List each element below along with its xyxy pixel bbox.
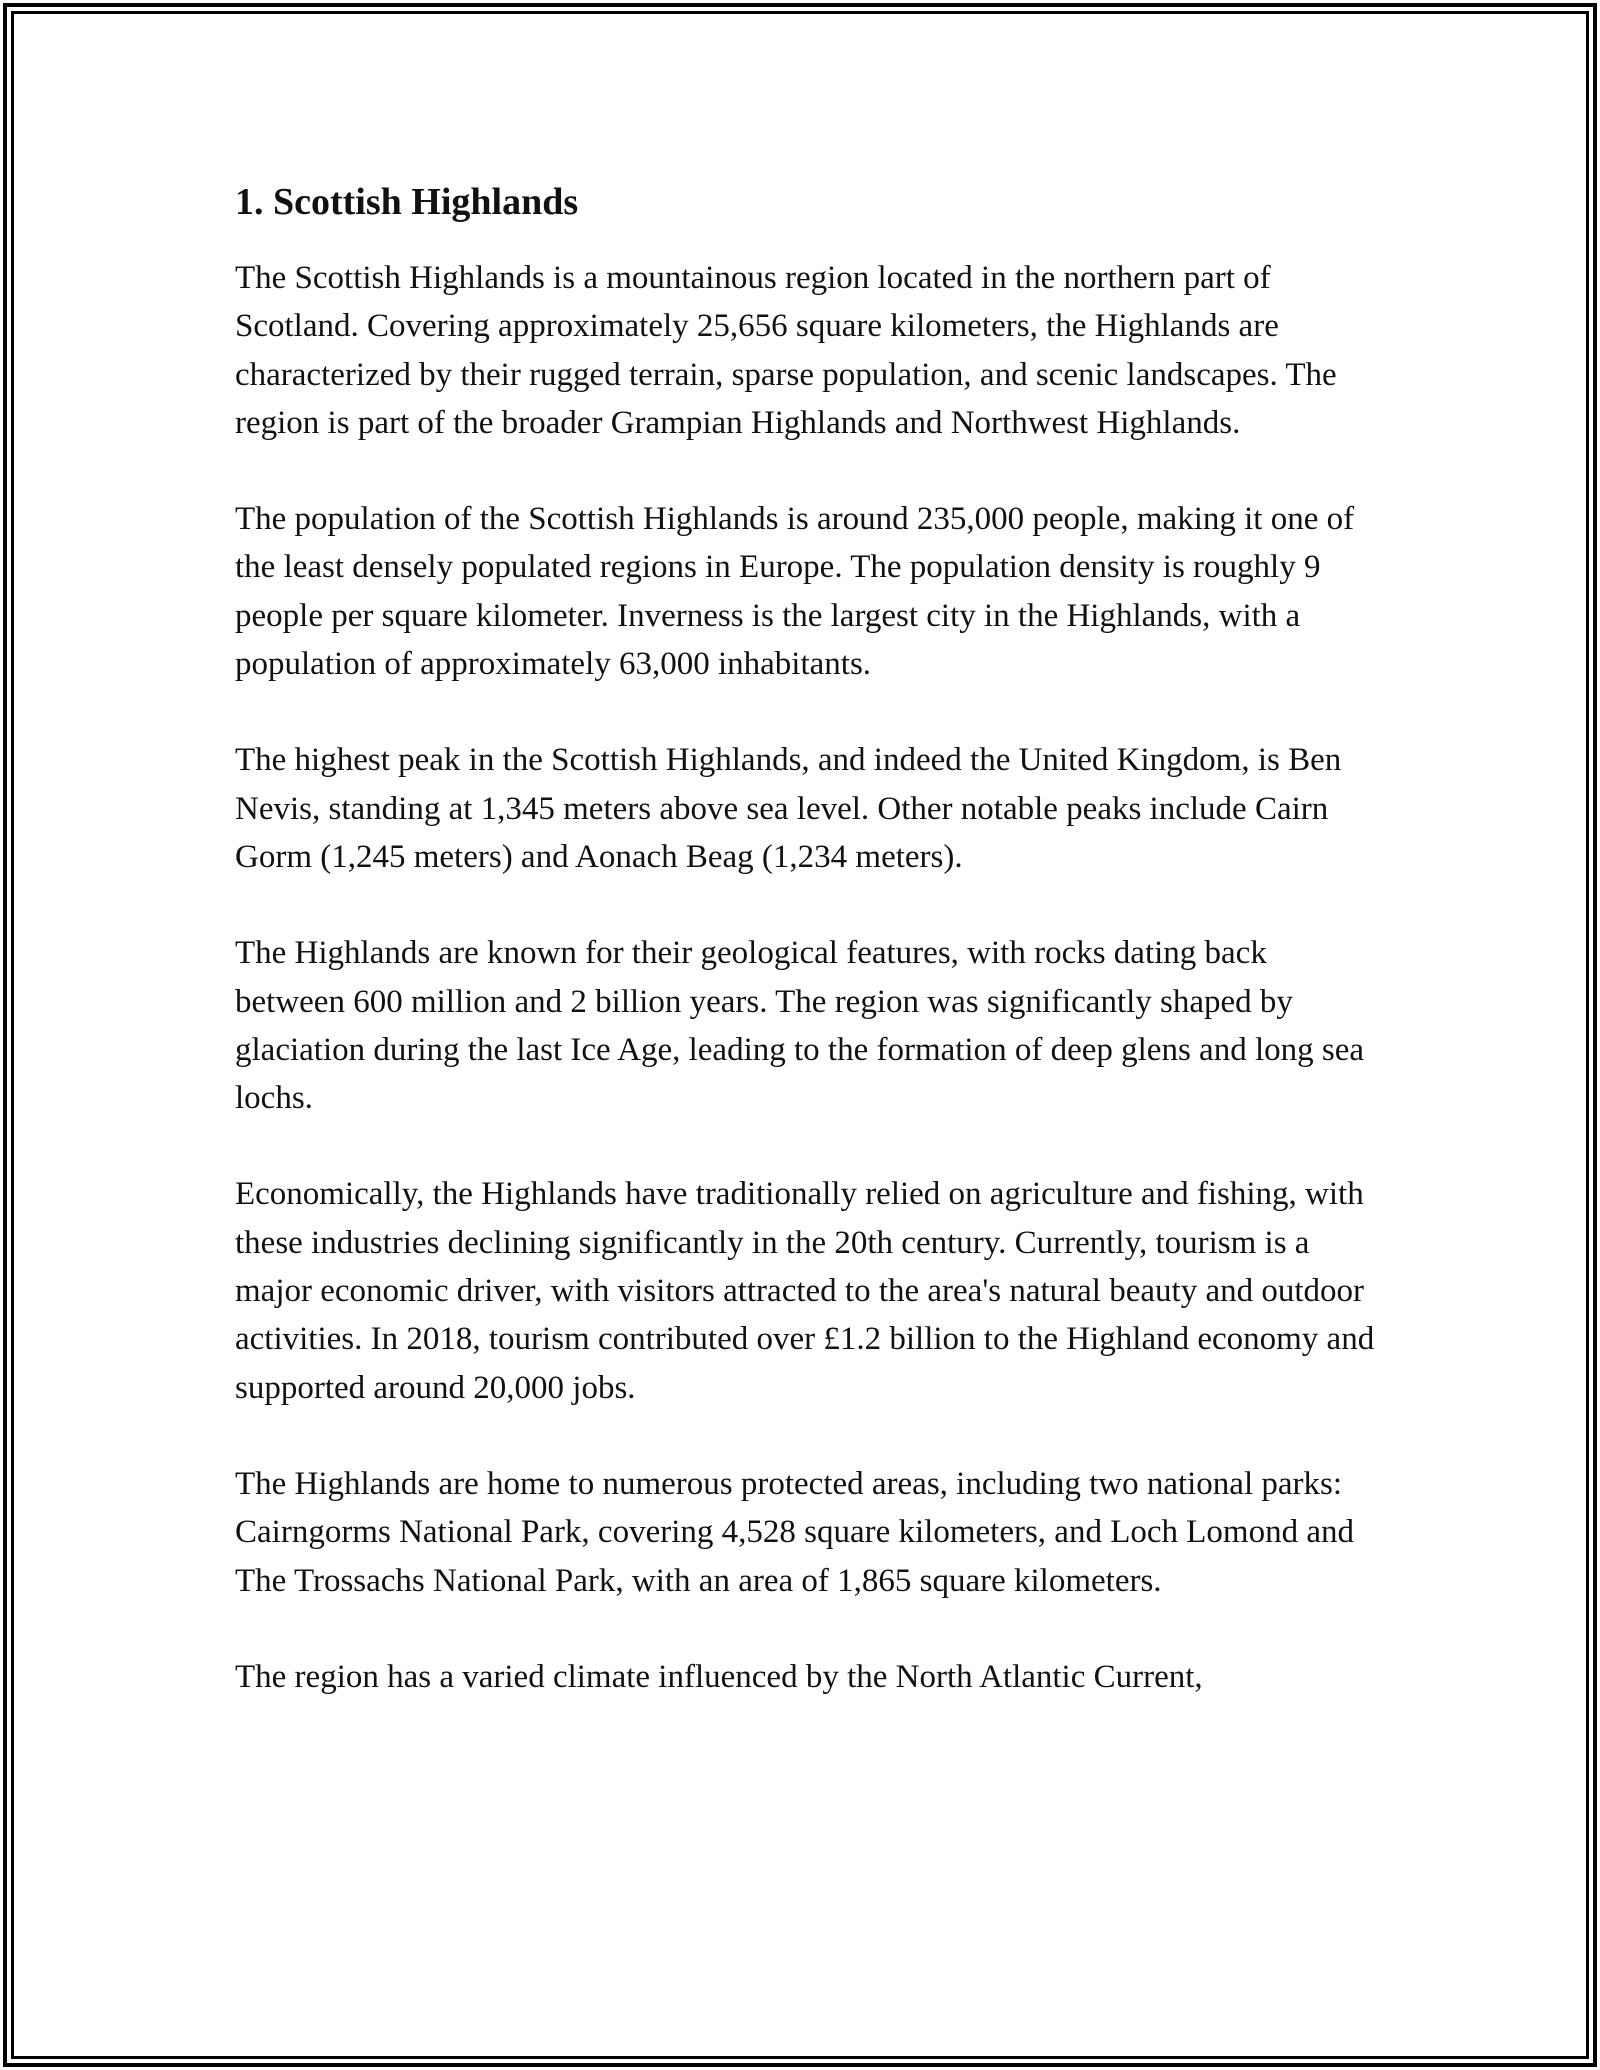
section-heading: 1. Scottish Highlands: [235, 181, 579, 223]
paragraph-climate: The region has a varied climate influenced by the North Atlantic Current,: [235, 1658, 1203, 1695]
paragraph-peaks: The highest peak in the Scottish Highlands, and indeed the United Kingdom, is Ben Nevis, standing at 1,345 meters above sea level. Other notable peaks include Cairn Gorm (1,245 meters) and Aonach Beag (1,234 meters).: [235, 742, 1342, 875]
document-body: [235, 178, 1385, 1749]
paragraph-protected-areas: The Highlands are home to numerous protected areas, including two national parks: Cairngorms National Park, covering 4,528 square kilometers, and Loch Lomond and The Trossachs National Park, with an area of 1,865 square kilometers.: [235, 1465, 1354, 1599]
paragraph-overview: The Scottish Highlands is a mountainous region located in the northern part of Scotland. Covering approximately 25,656 square kilometers, the Highlands are characterized by their rugged terrain, sparse population, and scenic landscapes. The region is part of the broader Grampian Highlands and Northwest Highlands.: [235, 260, 1337, 441]
paragraph-population: The population of the Scottish Highlands is around 235,000 people, making it one of the least densely populated regions in Europe. The population density is roughly 9 people per square kilometer. Inverness is the largest city in the Highlands, with a population of approximately 63,000 inhabitants.: [235, 501, 1355, 683]
paragraph-geology: The Highlands are known for their geological features, with rocks dating back between 600 million and 2 billion years. The region was significantly shaped by glaciation during the last Ice Age, leading to the formation of deep glens and long sea lochs.: [235, 935, 1364, 1117]
paragraph-economy: Economically, the Highlands have traditionally relied on agriculture and fishing, with these industries declining significantly in the 20th century. Currently, tourism is a major economic driver, with visitors attracted to the area's natural beauty and outdoor activities. In 2018, tourism contributed over £1.2 billion to the Highland economy and supported around 20,000 jobs.: [235, 1176, 1375, 1406]
